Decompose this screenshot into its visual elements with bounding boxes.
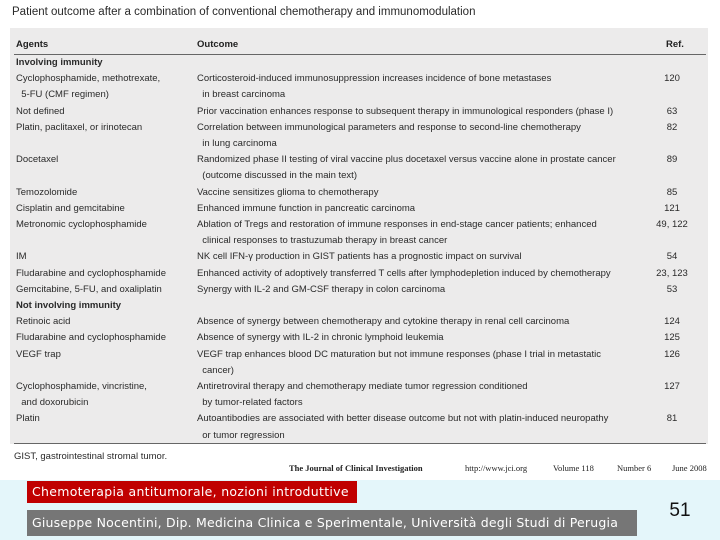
- header-agents: Agents: [16, 39, 49, 50]
- ref-cell: 89: [666, 154, 678, 166]
- outcome-cell: clinical responses to trastuzumab therapy in breast cancer: [197, 235, 448, 247]
- agent-cell: Not defined: [16, 105, 65, 117]
- outcome-cell: Antiretroviral therapy and chemotherapy mediate tumor regression conditioned: [197, 381, 528, 392]
- journal-url: http://www.jci.org: [465, 463, 528, 473]
- footer-rule: [14, 443, 706, 444]
- agent-cell: Involving immunity: [16, 57, 103, 68]
- author-banner: Giuseppe Nocentini, Dip. Medicina Clinica e Sperimentale, Università degli Studi di Perugia: [27, 510, 637, 536]
- header-ref: Ref.: [666, 39, 684, 50]
- ref-cell: 126: [664, 348, 680, 360]
- header-outcome: Outcome: [197, 39, 239, 50]
- course-title-banner: Chemoterapia antitumorale, nozioni introduttive: [27, 481, 357, 503]
- agent-cell: and doxorubicin: [16, 397, 89, 409]
- ref-cell: 121: [664, 202, 680, 214]
- ref-cell: 85: [666, 186, 678, 198]
- table-caption: Patient outcome after a combination of conventional chemotherapy and immunomodulation: [12, 6, 476, 18]
- ref-cell: 81: [666, 413, 678, 425]
- ref-cell: 124: [664, 316, 680, 328]
- header-rule: [14, 54, 706, 55]
- outcome-cell: Ablation of Tregs and restoration of immune responses in end-stage cancer patients; enhanced: [197, 219, 597, 230]
- outcome-cell: Synergy with IL-2 and GM-CSF therapy in colon carcinoma: [197, 283, 446, 295]
- outcome-cell: Prior vaccination enhances response to subsequent therapy in immunological responders (phase I): [197, 105, 614, 117]
- ref-cell: 120: [664, 73, 680, 85]
- agent-cell: Not involving immunity: [16, 300, 122, 311]
- outcome-cell: Enhanced immune function in pancreatic carcinoma: [197, 202, 416, 214]
- outcome-cell: or tumor regression: [197, 429, 285, 441]
- ref-cell: 63: [666, 105, 678, 117]
- agent-cell: VEGF trap: [16, 348, 61, 360]
- agent-cell: 5-FU (CMF regimen): [16, 89, 109, 101]
- ref-cell: 53: [666, 283, 678, 295]
- agent-cell: Temozolomide: [16, 186, 78, 198]
- ref-cell: 127: [664, 381, 680, 392]
- ref-cell: 54: [666, 251, 678, 263]
- journal-date: June 2008: [672, 463, 707, 473]
- agent-cell: Cyclophosphamide, vincristine,: [16, 381, 147, 392]
- outcome-cell: by tumor-related factors: [197, 397, 303, 409]
- agent-cell: Metronomic cyclophosphamide: [16, 219, 147, 230]
- agent-cell: Retinoic acid: [16, 316, 71, 328]
- ref-cell: 49, 122: [656, 219, 688, 230]
- agent-cell: Platin: [16, 413, 40, 425]
- outcome-cell: VEGF trap enhances blood DC maturation but not immune responses (phase I trial in metastatic: [197, 348, 601, 360]
- agent-cell: Docetaxel: [16, 154, 59, 166]
- journal-number: Number 6: [617, 463, 652, 473]
- agent-cell: Fludarabine and cyclophosphamide: [16, 332, 166, 344]
- ref-cell: 82: [666, 121, 678, 133]
- outcome-cell: Corticosteroid-induced immunosuppression increases incidence of bone metastases: [197, 73, 552, 85]
- table-footnote: GIST, gastrointestinal stromal tumor.: [14, 451, 168, 462]
- agent-cell: IM: [16, 251, 27, 263]
- outcome-cell: Enhanced activity of adoptively transferred T cells after lymphodepletion induced by chemotherapy: [197, 267, 611, 279]
- outcome-cell: (outcome discussed in the main text): [197, 170, 357, 182]
- outcome-cell: Vaccine sensitizes glioma to chemotherapy: [197, 186, 379, 198]
- journal-volume: Volume 118: [553, 463, 594, 473]
- outcome-cell: in lung carcinoma: [197, 138, 277, 149]
- agent-cell: Cisplatin and gemcitabine: [16, 202, 125, 214]
- outcome-cell: Randomized phase II testing of viral vaccine plus docetaxel versus vaccine alone in prostate cancer: [197, 154, 616, 166]
- journal-name: The Journal of Clinical Investigation: [289, 463, 423, 473]
- agent-cell: Fludarabine and cyclophosphamide: [16, 267, 166, 279]
- outcome-cell: NK cell IFN-γ production in GIST patients has a prognostic impact on survival: [197, 251, 522, 263]
- ref-cell: 23, 123: [656, 267, 688, 279]
- slide-page-number: 51: [669, 500, 691, 521]
- outcome-cell: Autoantibodies are associated with better disease outcome but not with platin-induced neuropathy: [197, 413, 609, 425]
- agent-cell: Cyclophosphamide, methotrexate,: [16, 73, 161, 85]
- outcome-cell: in breast carcinoma: [197, 89, 286, 101]
- outcome-cell: Absence of synergy with IL-2 in chronic lymphoid leukemia: [197, 332, 444, 344]
- outcome-cell: Absence of synergy between chemotherapy and cytokine therapy in renal cell carcinoma: [197, 316, 570, 328]
- agent-cell: Platin, paclitaxel, or irinotecan: [16, 121, 143, 133]
- outcome-cell: Correlation between immunological parameters and response to second-line chemotherapy: [197, 121, 581, 133]
- ref-cell: 125: [664, 332, 680, 344]
- agent-cell: Gemcitabine, 5-FU, and oxaliplatin: [16, 283, 162, 295]
- outcome-cell: cancer): [197, 364, 234, 376]
